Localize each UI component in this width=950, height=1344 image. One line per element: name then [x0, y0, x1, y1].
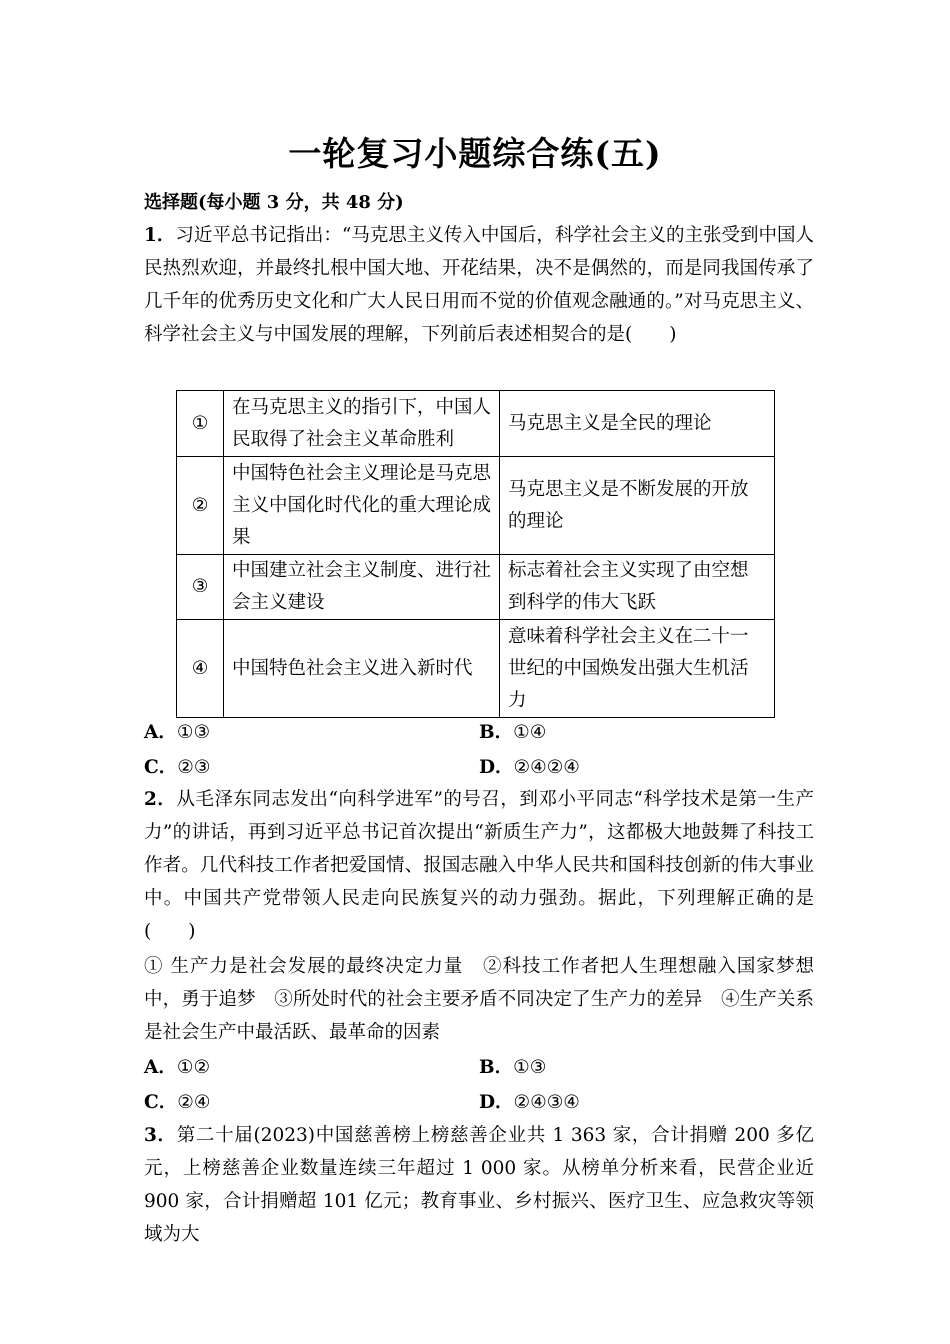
row-number: ② — [177, 457, 224, 555]
row-right-cell: 马克思主义是不断发展的开放的理论 — [500, 457, 775, 555]
question-1-text: 习近平总书记指出：“马克思主义传入中国后，科学社会主义的主张受到中国人民热烈欢迎，并最终扎根中国大地、开花结果，决不是偶然的，而是同我国传承了几千年的优秀历史文化和广大人民日用而不觉的价值观念融通的。”对马克思主义、科学社会主义与中国发展的理解，下列前后表述相契合的是( ) — [144, 225, 814, 345]
section-header: 选择题(每小题 3 分，共 48 分) — [144, 192, 404, 213]
choice-text: ①③ — [513, 1057, 547, 1078]
row-number: ① — [177, 391, 224, 457]
question-1-number: 1． — [144, 225, 176, 246]
question-1-choice-a[interactable]: A．①③ — [144, 722, 211, 743]
page-title: 一轮复习小题综合练(五) — [288, 134, 662, 173]
choice-text: ②④②④ — [513, 757, 580, 778]
table-row — [177, 555, 775, 620]
row-right-cell: 意味着科学社会主义在二十一世纪的中国焕发出强大生机活力 — [500, 620, 775, 718]
row-left-cell: 在马克思主义的指引下，中国人民取得了社会主义革命胜利 — [224, 391, 500, 457]
choice-text: ①② — [176, 1057, 211, 1078]
question-2-stem — [144, 783, 814, 948]
question-2-number: 2． — [144, 789, 177, 810]
question-2-text: 从毛泽东同志发出“向科学进军”的号召，到邓小平同志“科学技术是第一生产力”的讲话，再到习近平总书记首次提出“新质生产力”，这都极大地鼓舞了科技工作者。几代科技工作者把爱国情、报国志融入中华人民共和国科技创新的伟大事业中。中国共产党带领人民走向民族复兴的动力强劲。据此，下列理解正确的是( ) — [144, 789, 814, 942]
row-right-cell: 标志着社会主义实现了由空想到科学的伟大飞跃 — [500, 555, 775, 620]
question-1-choice-b[interactable]: B．①④ — [479, 722, 547, 743]
question-2-choice-c[interactable]: C．②④ — [144, 1092, 211, 1113]
question-1-choice-d[interactable]: D．②④②④ — [479, 757, 580, 778]
choice-text: ②③ — [177, 757, 211, 778]
row-left-cell: 中国特色社会主义进入新时代 — [224, 620, 500, 718]
table-row — [177, 391, 775, 457]
question-2-choice-b[interactable]: B．①③ — [479, 1057, 547, 1078]
question-3-text: 第二十届(2023)中国慈善榜上榜慈善企业共 1 363 家，合计捐赠 200 多亿元，上榜慈善企业数量连续三年超过 1 000 家。从榜单分析来看，民营企业近 900 家，合计捐赠超 101 亿元；教育事业、乡村振兴、医疗卫生、应急救灾等领域为大 — [144, 1125, 814, 1245]
question-2-choice-a[interactable]: A．①② — [144, 1057, 211, 1078]
question-1-choice-c[interactable]: C．②③ — [144, 757, 211, 778]
question-1-table — [176, 390, 775, 718]
row-number: ③ — [177, 555, 224, 620]
table-row — [177, 620, 775, 718]
choice-text: ①③ — [176, 722, 211, 743]
choice-text: ②④ — [177, 1092, 211, 1113]
choice-text: ②④③④ — [513, 1092, 580, 1113]
table-row — [177, 457, 775, 555]
question-1-stem — [144, 219, 814, 351]
question-3-stem — [144, 1119, 814, 1251]
row-right-cell: 马克思主义是全民的理论 — [500, 391, 775, 457]
row-number: ④ — [177, 620, 224, 718]
question-3-number: 3． — [144, 1125, 177, 1146]
row-left-cell: 中国建立社会主义制度、进行社会主义建设 — [224, 555, 500, 620]
question-2-statements: ① 生产力是社会发展的最终决定力量 ②科技工作者把人生理想融入国家梦想中，勇于追梦 ③所处时代的社会主要矛盾不同决定了生产力的差异 ④生产关系是社会生产中最活跃、最革命的因素 — [144, 956, 814, 1043]
row-left-cell: 中国特色社会主义理论是马克思主义中国化时代化的重大理论成果 — [224, 457, 500, 555]
choice-text: ①④ — [513, 722, 547, 743]
question-2-choice-d[interactable]: D．②④③④ — [479, 1092, 580, 1113]
